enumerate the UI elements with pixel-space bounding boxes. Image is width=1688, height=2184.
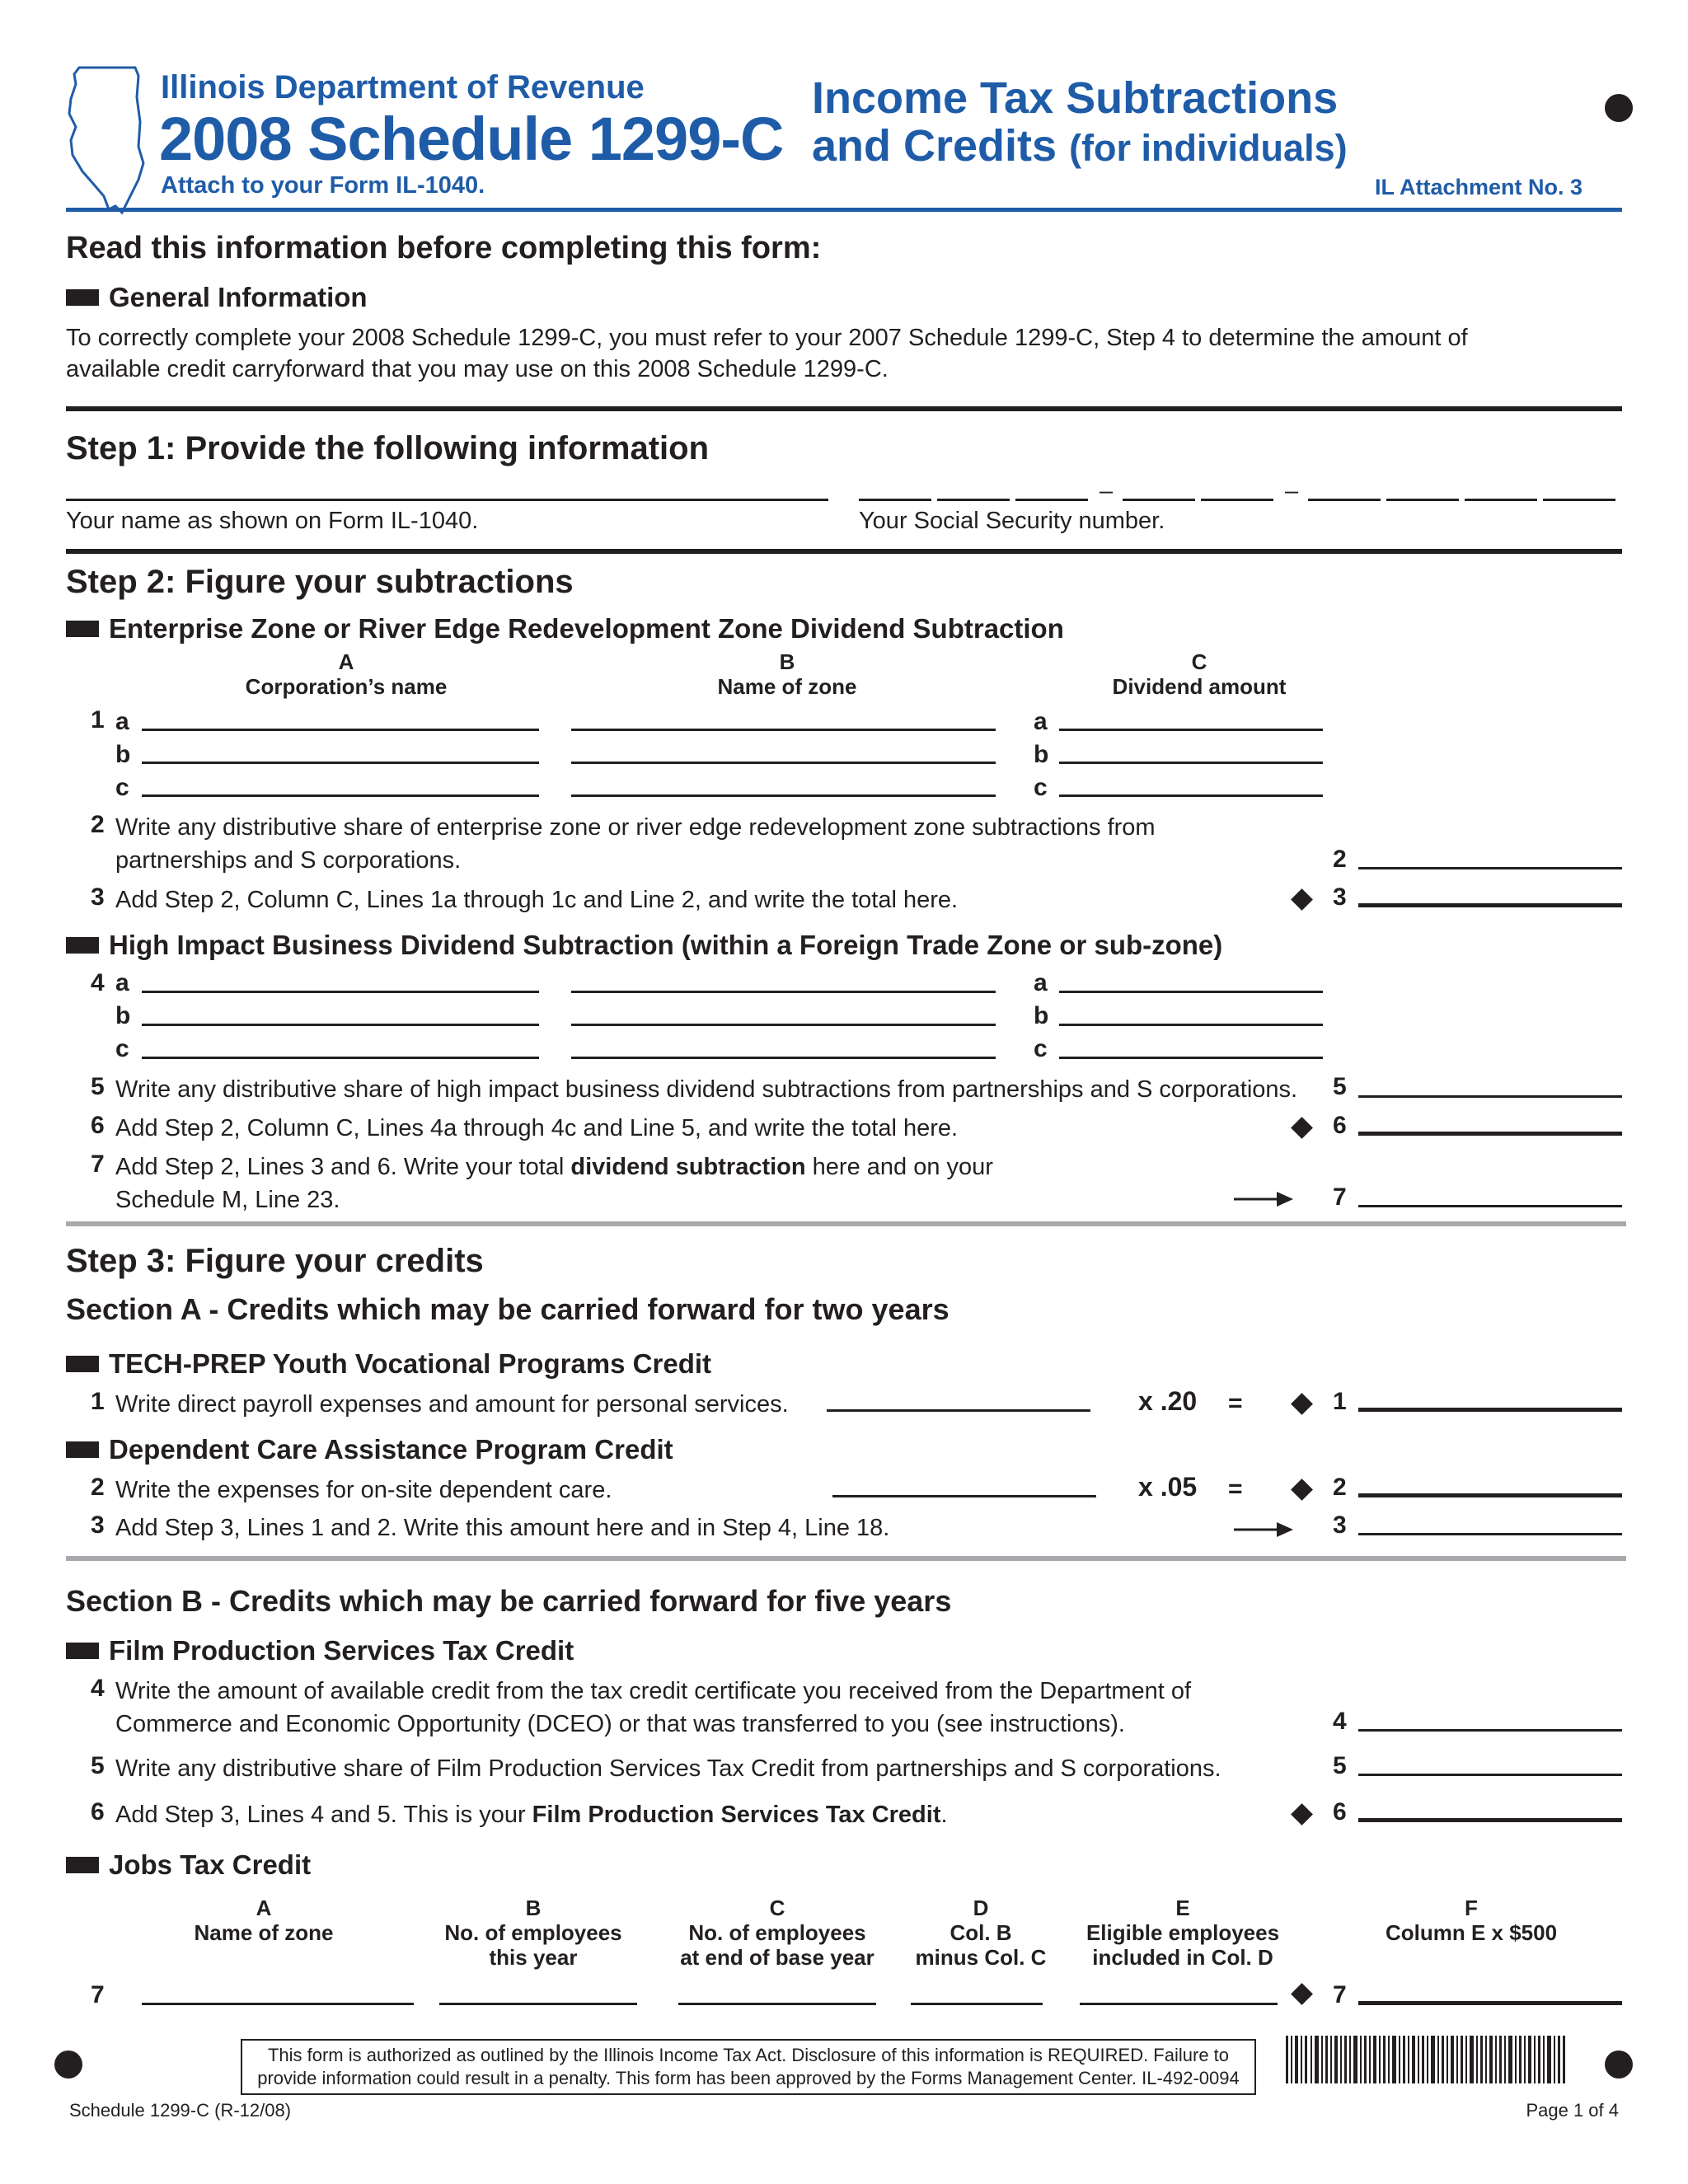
- s3-line-6-post: .: [940, 1802, 948, 1828]
- section-b-title: Section B - Credits which may be carried forward for five years: [66, 1584, 952, 1618]
- ssn-digit-field[interactable]: [859, 499, 931, 501]
- jobs-col-c-label1: No. of employees: [688, 1920, 866, 1945]
- line-4a-corporation-field[interactable]: [142, 991, 539, 993]
- row-letter-b: b: [1034, 1002, 1049, 1029]
- line-4a-zone-field[interactable]: [571, 991, 996, 993]
- jobs-employees-this-year-field[interactable]: [439, 2003, 637, 2005]
- s3-line-5-amount-field[interactable]: [1358, 1774, 1622, 1776]
- ez-subtraction-title: [66, 613, 1064, 644]
- form-subtitle-line1: Income Tax Subtractions: [812, 73, 1339, 123]
- row-letter-a: a: [115, 969, 129, 996]
- line-7-bold: dividend subtraction: [570, 1154, 806, 1180]
- line-5-text: Write any distributive share of high impact business dividend subtractions from partnerships and S corporations.: [115, 1076, 1298, 1103]
- equals-sign: =: [1228, 1475, 1243, 1502]
- line-2-text2: partnerships and S corporations.: [115, 847, 462, 874]
- line-3-right-number: 3: [1333, 883, 1347, 911]
- line-7-post: here and on your: [805, 1154, 993, 1180]
- jobs-col-e-header: [1071, 1896, 1294, 1970]
- section-bar-icon: [66, 1857, 99, 1873]
- general-info-line2: available credit carryforward that you may use on this 2008 Schedule 1299-C.: [66, 356, 889, 382]
- ssn-digit-field[interactable]: [1386, 499, 1459, 501]
- line-4c-zone-field[interactable]: [571, 1057, 996, 1059]
- line-3-number: 3: [91, 883, 105, 911]
- row-letter-a: a: [1034, 969, 1048, 996]
- ez-subtraction-label: Enterprise Zone or River Edge Redevelopment Zone Dividend Subtraction: [109, 613, 1064, 644]
- section-a-title: Section A - Credits which may be carried forward for two years: [66, 1292, 950, 1326]
- s3-line-7-number: 7: [91, 1981, 105, 2008]
- diamond-icon: [1291, 1803, 1313, 1825]
- s3-line-3-right-number: 3: [1333, 1511, 1347, 1539]
- subtitle-sub: (for individuals): [1069, 127, 1348, 169]
- divider: [66, 1556, 1626, 1561]
- form-id: Schedule 1299-C (R-12/08): [69, 2100, 292, 2121]
- s3-line-4-right-number: 4: [1333, 1708, 1347, 1735]
- ssn-dash: –: [1100, 478, 1114, 504]
- subtitle-main: and Credits: [812, 121, 1057, 171]
- registration-dot-bottom-right: [1605, 2050, 1633, 2079]
- s3-line-4-number: 4: [91, 1675, 105, 1702]
- step3-title: Step 3: Figure your credits: [66, 1243, 484, 1279]
- s3-line-3-amount-field[interactable]: [1358, 1533, 1622, 1535]
- equals-sign: =: [1228, 1390, 1243, 1417]
- s3-line-6-pre: Add Step 3, Lines 4 and 5. This is your: [115, 1802, 532, 1828]
- line-7-text1: [115, 1151, 993, 1183]
- illinois-state-outline-icon: [64, 64, 150, 217]
- jobs-col-b-header: [422, 1896, 645, 1970]
- arrow-right-icon: [1234, 1190, 1293, 1208]
- row-letter-b: b: [115, 741, 131, 768]
- col-b-label: Name of zone: [717, 674, 857, 699]
- row-letter-c: c: [115, 774, 129, 801]
- s3-line-4-amount-field[interactable]: [1358, 1729, 1622, 1732]
- jobs-col-a-header: [140, 1896, 387, 1945]
- line-5-amount-field[interactable]: [1358, 1095, 1622, 1098]
- general-info-title: [66, 282, 368, 313]
- line-4a-dividend-field[interactable]: [1059, 991, 1323, 993]
- page-number: Page 1 of 4: [1526, 2100, 1619, 2121]
- arrow-right-icon: [1234, 1521, 1293, 1539]
- jobs-col-a-letter: A: [256, 1896, 272, 1920]
- row-letter-a: a: [115, 708, 129, 735]
- jobs-col-f-header: [1352, 1896, 1591, 1945]
- ssn-digit-field[interactable]: [1308, 499, 1381, 501]
- line-7-right-number: 7: [1333, 1183, 1347, 1211]
- s3-line-6-amount-field[interactable]: [1358, 1818, 1622, 1822]
- s3-line-1-amount-field[interactable]: [1358, 1408, 1622, 1412]
- s3-line-2-number: 2: [91, 1474, 105, 1501]
- col-a-letter: A: [338, 649, 354, 674]
- s3-line-4-text2: Commerce and Economic Opportunity (DCEO) or that was transferred to you (see instructions).: [115, 1711, 1125, 1737]
- s3-line-3-number: 3: [91, 1511, 105, 1539]
- row-letter-a: a: [1034, 708, 1048, 735]
- form-title: 2008 Schedule 1299-C: [159, 105, 784, 173]
- jobs-employees-base-year-field[interactable]: [678, 2003, 876, 2005]
- film-credit-label: Film Production Services Tax Credit: [109, 1635, 574, 1666]
- s3-line-4-text1: Write the amount of available credit from the tax credit certificate you received from the Department of: [115, 1678, 1192, 1704]
- section-bar-icon: [66, 937, 99, 954]
- s3-line-5-number: 5: [91, 1752, 105, 1779]
- techprep-label: TECH-PREP Youth Vocational Programs Credit: [109, 1348, 712, 1379]
- dependent-care-title: [66, 1434, 673, 1465]
- line-4c-dividend-field[interactable]: [1059, 1057, 1323, 1059]
- section-bar-icon: [66, 621, 99, 637]
- general-info-label: General Information: [109, 282, 368, 312]
- section-bar-icon: [66, 1643, 99, 1659]
- s3-line-1-expense-field[interactable]: [827, 1409, 1090, 1412]
- col-a-label: Corporation’s name: [245, 674, 448, 699]
- s3-line-1-text: Write direct payroll expenses and amount for personal services.: [115, 1391, 789, 1418]
- jobs-col-f-label: Column E x $500: [1385, 1920, 1558, 1945]
- jobs-col-f-letter: F: [1465, 1896, 1478, 1920]
- step1-title: Step 1: Provide the following information: [66, 430, 710, 466]
- line-6-number: 6: [91, 1112, 105, 1139]
- line-7-pre: Add Step 2, Lines 3 and 6. Write your total: [115, 1154, 571, 1180]
- col-b-header: [622, 649, 952, 699]
- line-7-number: 7: [91, 1151, 105, 1178]
- jobs-zone-field[interactable]: [142, 2003, 414, 2005]
- ssn-digit-field[interactable]: [1015, 499, 1088, 501]
- section-bar-icon: [66, 1356, 99, 1372]
- diamond-icon: [1291, 888, 1313, 911]
- line-6-right-number: 6: [1333, 1112, 1347, 1139]
- jobs-col-c-header: [666, 1896, 889, 1970]
- attach-note: Attach to your Form IL-1040.: [161, 172, 485, 199]
- jobs-col-d-label1: Col. B: [950, 1920, 1012, 1945]
- s3-line-2-right-number: 2: [1333, 1474, 1347, 1501]
- ssn-digit-field[interactable]: [1543, 499, 1615, 501]
- s3-line-2-multiplier: x .05: [1138, 1472, 1198, 1502]
- s3-line-5-right-number: 5: [1333, 1752, 1347, 1779]
- line-1b-dividend-field[interactable]: [1059, 762, 1323, 764]
- jobs-credit-label: Jobs Tax Credit: [109, 1849, 312, 1880]
- line-4-number: 4: [91, 969, 105, 996]
- form-subtitle-line2: [812, 120, 1348, 171]
- authorization-notice: [241, 2039, 1256, 2095]
- line-5-right-number: 5: [1333, 1073, 1347, 1100]
- line-1b-zone-field[interactable]: [571, 762, 996, 764]
- line-1-number: 1: [91, 706, 105, 733]
- agency-name: Illinois Department of Revenue: [161, 69, 645, 105]
- line-7-amount-field[interactable]: [1358, 1205, 1622, 1207]
- read-heading: Read this information before completing this form:: [66, 231, 822, 265]
- attachment-number: IL Attachment No. 3: [1374, 175, 1582, 199]
- name-field[interactable]: [66, 499, 828, 501]
- step2-title: Step 2: Figure your subtractions: [66, 564, 574, 600]
- row-letter-b: b: [115, 1002, 131, 1029]
- registration-dot-top-right: [1605, 94, 1633, 122]
- jobs-col-d-field[interactable]: [911, 2003, 1043, 2005]
- techprep-title: [66, 1348, 711, 1380]
- ssn-label: Your Social Security number.: [859, 508, 1165, 534]
- diamond-icon: [1291, 1117, 1313, 1139]
- line-1b-corporation-field[interactable]: [142, 762, 539, 764]
- jobs-col-b-label1: No. of employees: [444, 1920, 622, 1945]
- line-6-amount-field[interactable]: [1358, 1132, 1622, 1136]
- line-1c-corporation-field[interactable]: [142, 794, 539, 797]
- diamond-icon: [1291, 1983, 1313, 2005]
- col-c-header: [1034, 649, 1364, 699]
- divider: [66, 549, 1622, 554]
- jobs-col-e-label1: Eligible employees: [1085, 1920, 1280, 1945]
- line-1c-dividend-field[interactable]: [1059, 794, 1323, 797]
- jobs-eligible-employees-field[interactable]: [1080, 2003, 1278, 2005]
- line-2-text1: Write any distributive share of enterprise zone or river edge redevelopment zone subtractions from: [115, 814, 1156, 841]
- ssn-dash: –: [1285, 478, 1299, 504]
- s3-line-2-text: Write the expenses for on-site dependent care.: [115, 1477, 612, 1503]
- s3-line-6-bold: Film Production Services Tax Credit: [532, 1802, 941, 1828]
- col-c-letter: C: [1191, 649, 1207, 674]
- line-1a-zone-field[interactable]: [571, 729, 996, 731]
- line-1a-corporation-field[interactable]: [142, 729, 539, 731]
- jobs-col-a-label: Name of zone: [194, 1920, 334, 1945]
- jobs-col-b-label2: this year: [489, 1945, 578, 1970]
- line-2-number: 2: [91, 811, 105, 838]
- line-4b-zone-field[interactable]: [571, 1024, 996, 1026]
- line-5-number: 5: [91, 1073, 105, 1100]
- s3-line-6-number: 6: [91, 1798, 105, 1825]
- section-bar-icon: [66, 289, 99, 306]
- s3-line-1-number: 1: [91, 1388, 105, 1415]
- jobs-col-b-letter: B: [525, 1896, 542, 1920]
- jobs-col-d-label2: minus Col. C: [915, 1945, 1047, 1970]
- line-6-text: Add Step 2, Column C, Lines 4a through 4c and Line 5, and write the total here.: [115, 1115, 959, 1141]
- barcode-icon: [1286, 2036, 1566, 2083]
- diamond-icon: [1291, 1393, 1313, 1415]
- divider: [66, 406, 1622, 411]
- row-letter-c: c: [1034, 774, 1048, 801]
- registration-dot-bottom-left: [54, 2050, 82, 2079]
- line-4b-dividend-field[interactable]: [1059, 1024, 1323, 1026]
- dependent-care-label: Dependent Care Assistance Program Credit: [109, 1434, 673, 1465]
- name-label: Your name as shown on Form IL-1040.: [66, 508, 479, 534]
- line-3-text: Add Step 2, Column C, Lines 1a through 1c and Line 2, and write the total here.: [115, 887, 959, 913]
- col-a-header: [181, 649, 511, 699]
- line-1a-dividend-field[interactable]: [1059, 729, 1323, 731]
- s3-line-5-text: Write any distributive share of Film Production Services Tax Credit from partnerships and S corporations.: [115, 1755, 1221, 1782]
- diamond-icon: [1291, 1479, 1313, 1501]
- header-divider: [66, 208, 1622, 212]
- notice-line1: This form is authorized as outlined by the Illinois Income Tax Act. Disclosure of this information is REQUIRED. Failure to: [267, 2045, 1230, 2065]
- jobs-credit-title: [66, 1849, 311, 1881]
- jobs-col-c-letter: C: [769, 1896, 785, 1920]
- line-7-text2: Schedule M, Line 23.: [115, 1187, 340, 1213]
- s3-line-1-right-number: 1: [1333, 1388, 1347, 1415]
- jobs-col-e-letter: E: [1175, 1896, 1190, 1920]
- general-info-line1: To correctly complete your 2008 Schedule 1299-C, you must refer to your 2007 Schedule 1299-C, Step 4 to determine the amount of: [66, 325, 1468, 351]
- jobs-col-d-header: [894, 1896, 1067, 1970]
- line-1c-zone-field[interactable]: [571, 794, 996, 797]
- s3-line-6-right-number: 6: [1333, 1798, 1347, 1825]
- line-2-right-number: 2: [1333, 846, 1347, 873]
- row-letter-b: b: [1034, 741, 1049, 768]
- ssn-digit-field[interactable]: [937, 499, 1010, 501]
- s3-line-2-expense-field[interactable]: [832, 1495, 1096, 1497]
- jobs-credit-amount-field[interactable]: [1358, 2001, 1622, 2005]
- s3-line-1-multiplier: x .20: [1138, 1386, 1198, 1416]
- ssn-digit-field[interactable]: [1201, 499, 1273, 501]
- jobs-col-c-label2: at end of base year: [680, 1945, 874, 1970]
- row-letter-c: c: [115, 1035, 129, 1062]
- s3-line-6-text: [115, 1798, 948, 1831]
- hib-subtraction-title: [66, 930, 1222, 961]
- line-3-amount-field[interactable]: [1358, 903, 1622, 907]
- film-credit-title: [66, 1635, 574, 1666]
- row-letter-c: c: [1034, 1035, 1048, 1062]
- notice-line2: provide information could result in a penalty. This form has been approved by the Forms Management Center. IL-492-0094: [257, 2068, 1240, 2088]
- s3-line-7-right-number: 7: [1333, 1981, 1347, 2008]
- section-bar-icon: [66, 1441, 99, 1458]
- line-4c-corporation-field[interactable]: [142, 1057, 539, 1059]
- line-2-amount-field[interactable]: [1358, 867, 1622, 869]
- hib-subtraction-label: High Impact Business Dividend Subtraction (within a Foreign Trade Zone or sub-zone): [109, 930, 1223, 960]
- line-4b-corporation-field[interactable]: [142, 1024, 539, 1026]
- jobs-col-e-label2: included in Col. D: [1092, 1945, 1273, 1970]
- s3-line-2-amount-field[interactable]: [1358, 1493, 1622, 1497]
- ssn-digit-field[interactable]: [1123, 499, 1195, 501]
- s3-line-3-text: Add Step 3, Lines 1 and 2. Write this amount here and in Step 4, Line 18.: [115, 1515, 890, 1541]
- col-c-label: Dividend amount: [1112, 674, 1287, 699]
- divider: [66, 1221, 1626, 1226]
- col-b-letter: B: [779, 649, 795, 674]
- ssn-digit-field[interactable]: [1465, 499, 1537, 501]
- jobs-col-d-letter: D: [973, 1896, 989, 1920]
